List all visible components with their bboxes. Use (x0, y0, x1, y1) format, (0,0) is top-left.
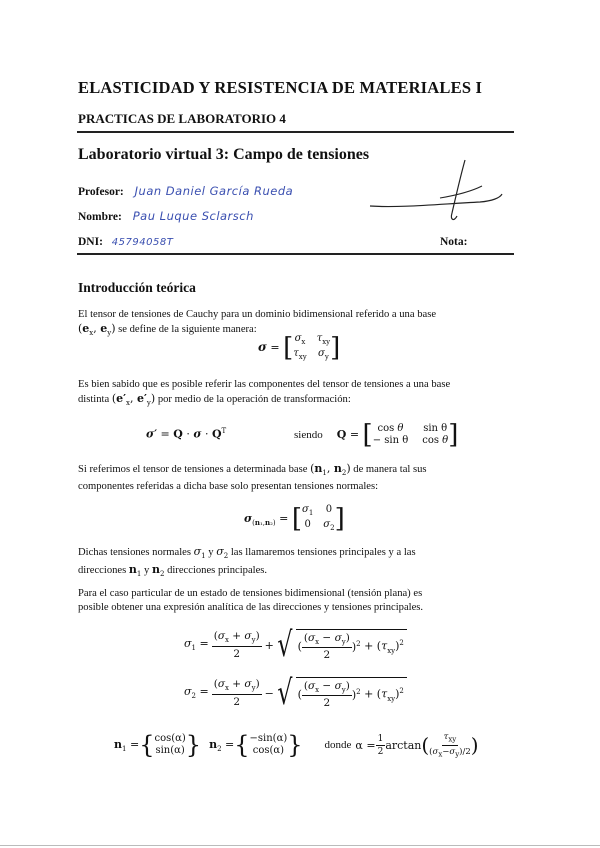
paragraph-plane-stress (78, 587, 518, 615)
dni-label: DNI: (78, 236, 103, 248)
nombre-label: Nombre: (78, 211, 122, 223)
p3-line1-start: Si referimos el tensor de tensiones a determinada base (78, 464, 311, 475)
p4-line2-start: direcciones (78, 565, 129, 577)
p1-line2-text: se define de la siguiente manera: (115, 324, 257, 335)
profesor-row (78, 184, 293, 198)
paragraph-principal (78, 545, 518, 581)
donde-text: donde (324, 739, 352, 752)
document-subtitle: PRACTICAS DE LABORATORIO 4 (78, 111, 286, 126)
p4-line1-mid: y (205, 547, 217, 558)
p4-line1-start: Dichas tensiones normales (78, 547, 194, 558)
basis-e: ($e_x$, $e_y$) (78, 322, 116, 338)
equation-principal-tensor: $\sigma_{(n_1,n_2)}$ = [ $\sigma_1$ 0 0 $\sigma_2$ ] (244, 504, 345, 534)
p5-line2: posible obtener una expresión analítica de las direcciones y tensiones principales. (78, 602, 424, 613)
nombre-row (78, 209, 254, 223)
p4-line2-end: direcciones principales. (164, 565, 268, 577)
p4-line1-end: las llamaremos tensiones principales y a las (228, 547, 416, 558)
equation-sigma: σ = [ $\sigma_x$ $\tau_{xy}$ $\tau_{xy}$ $\sigma_y$ ] (258, 333, 341, 363)
signature-image (360, 158, 510, 228)
lab-title: Laboratorio virtual 3: Campo de tensiones (78, 146, 370, 163)
equation-q: siendo Q = [ cos θ sin θ − sin θ cos θ ] (294, 420, 459, 450)
p3-line2: componentes referidas a dicha base solo presentan tensiones normales: (78, 481, 379, 493)
paragraph-principal-basis (78, 462, 518, 494)
p2-line2-start: distinta (78, 394, 112, 405)
basis-n: ($n_1$, $n_2$) (310, 462, 351, 478)
nombre-value: Pau Luque Sclarsch (132, 209, 254, 223)
profesor-label: Profesor: (78, 186, 124, 198)
p2-line1: Es bien sabido que es posible referir las componentes del tensor de tensiones a una base (78, 379, 451, 390)
p1-line1: El tensor de tensiones de Cauchy para un dominio bidimensional referido a una base (78, 309, 437, 320)
paragraph-transform (78, 378, 518, 410)
p3-line1-end: de manera tal sus (350, 464, 427, 475)
p2-line2-end: por medio de la operación de transformación: (155, 394, 351, 405)
equation-sigma1: $\sigma_1$ = $\frac{(\sigma_x + \sigma_y)}{2}$ + √ ( $\frac{(\sigma_x - \sigma_y)}{2}$ )$^2$ + $(\tau_{xy})^2$ (184, 628, 407, 662)
header-divider (77, 131, 514, 133)
p5-line1: Para el caso particular de un estado de tensiones bidimensional (tensión plana) es (78, 588, 423, 599)
siendo-text: siendo (294, 429, 323, 441)
section-title: Introducción teórica (78, 280, 196, 295)
page-bottom-edge (0, 845, 600, 846)
p3-line1 (78, 462, 518, 480)
equation-sigma2: $\sigma_2$ = $\frac{(\sigma_x + \sigma_y)}{2}$ − √ ( $\frac{(\sigma_x - \sigma_y)}{2}$ )$^2$ + $(\tau_{xy})^2$ (184, 676, 407, 710)
p4-line2: direcciones $n_1$ y $n_2$ direcciones principales. (78, 563, 268, 579)
p4-line1: Dichas tensiones normales $\sigma_1$ y $\sigma_2$ las llamaremos tensiones principales y a las (78, 545, 416, 561)
basis-e-prime: ($e'_x$, $e'_y$) (111, 392, 156, 408)
p2-line2 (78, 392, 518, 410)
profesor-value: Juan Daniel García Rueda (134, 184, 294, 198)
p4-line2-mid: y (141, 565, 152, 577)
dni-row (78, 236, 173, 248)
nota-label: Nota: (440, 236, 468, 248)
equation-directions: $n_1$ = { cos(α) sin(α) } $n_2$ = { −sin(α) cos(α) } donde α = $\frac{1}{2}$ arctan ( $\frac{\tau_{xy}}{(\sigma_x-\sigma_y)/2}$ ) (114, 731, 479, 760)
document-title: ELASTICIDAD Y RESISTENCIA DE MATERIALES I (78, 78, 483, 97)
equation-transform: $\sigma' = Q \cdot \sigma \cdot Q^T$ (146, 427, 227, 441)
fields-divider (77, 253, 514, 255)
dni-value: 45794058T (111, 237, 174, 248)
